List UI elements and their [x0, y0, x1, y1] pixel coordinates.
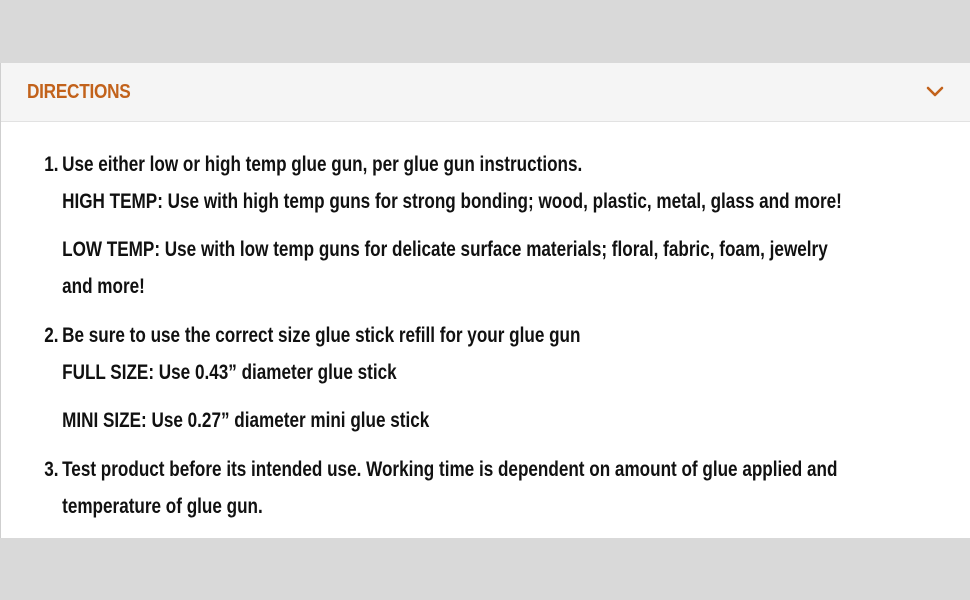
- directions-content: [1, 122, 970, 525]
- directions-accordion: [0, 63, 970, 538]
- step-number: 3.: [44, 458, 59, 481]
- step-1: [1, 146, 970, 305]
- directions-header[interactable]: [1, 63, 970, 122]
- step-line: [1, 402, 791, 439]
- step-text: Use either low or high temp glue gun, per glue gun instructions.: [62, 153, 583, 176]
- step-number: 2.: [44, 324, 59, 347]
- step-line: [1, 317, 791, 354]
- low-temp-text: LOW TEMP: Use with low temp guns for delicate surface materials; floral, fabric, foam, jewelry: [62, 238, 828, 261]
- step-text: Test product before its intended use. Working time is dependent on amount of glue applied and: [62, 458, 838, 481]
- step-line: [1, 451, 838, 488]
- step-3: [1, 451, 970, 525]
- step-line: [1, 268, 791, 305]
- high-temp-text: HIGH TEMP: Use with high temp guns for strong bonding; wood, plastic, metal, glass and more!: [62, 190, 842, 213]
- step-text: Be sure to use the correct size glue stick refill for your glue gun: [62, 324, 581, 347]
- step-line: [1, 488, 791, 525]
- step-line: [1, 354, 791, 391]
- step-2: [1, 317, 970, 439]
- mini-size-text: MINI SIZE: Use 0.27” diameter mini glue stick: [62, 409, 430, 432]
- step-line: [1, 183, 842, 220]
- step-number: 1.: [44, 153, 59, 176]
- chevron-down-icon[interactable]: [924, 81, 946, 103]
- full-size-text: FULL SIZE: Use 0.43” diameter glue stick: [62, 361, 397, 384]
- step-text-cont: temperature of glue gun.: [62, 495, 263, 518]
- step-line: [1, 231, 828, 268]
- step-line: [1, 146, 791, 183]
- directions-title: DIRECTIONS: [27, 80, 131, 103]
- low-temp-text-cont: and more!: [62, 275, 145, 298]
